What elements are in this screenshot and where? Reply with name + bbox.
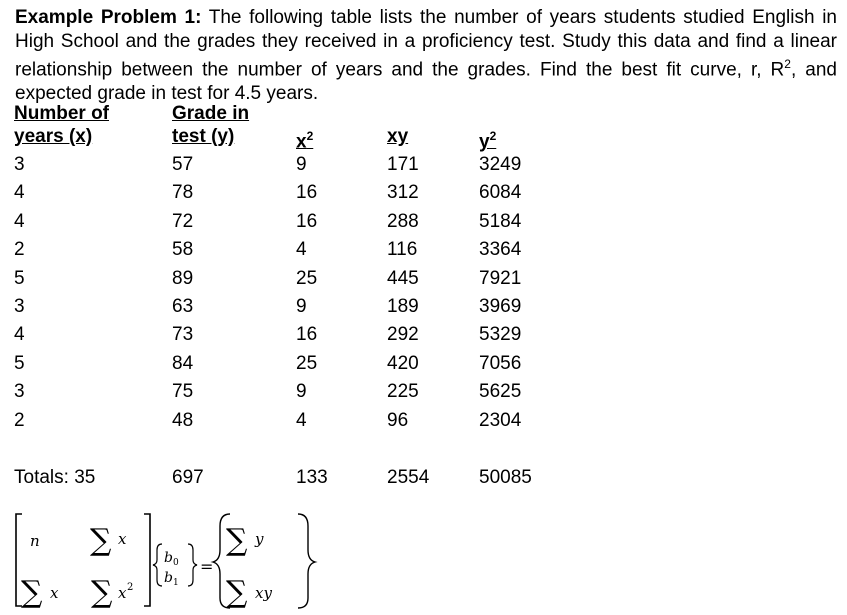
cell-x: 5 xyxy=(14,267,25,289)
cell-y-squared: 7056 xyxy=(479,352,522,374)
cell-xy: 420 xyxy=(387,352,419,374)
total-y: 697 xyxy=(172,467,204,488)
sigma-y: ∑ xyxy=(226,523,248,558)
r-squared-exponent: 2 xyxy=(784,57,791,72)
problem-text-end: , and expected grade in test for 4.5 years. xyxy=(15,59,837,105)
cell-x-squared: 16 xyxy=(296,182,318,204)
cell-x-squared: 4 xyxy=(296,239,307,261)
cell-x: 2 xyxy=(14,239,25,261)
rhs-right-brace xyxy=(298,514,315,608)
rhs-sum-y: y xyxy=(255,530,264,548)
cell-y-squared: 6084 xyxy=(479,182,522,204)
header-x-line2: years (x) xyxy=(14,126,93,147)
total-xy: 2554 xyxy=(387,467,430,488)
cell-y: 58 xyxy=(172,239,194,261)
problem-statement xyxy=(15,6,837,106)
cell-y-squared: 5184 xyxy=(479,210,522,232)
cell-x: 3 xyxy=(14,154,25,175)
cell-x-squared: 4 xyxy=(296,409,307,431)
header-x2-exp: 2 xyxy=(306,129,314,143)
b1-subscript: 1 xyxy=(173,578,179,588)
header-y xyxy=(172,102,249,148)
cell-y-squared: 3969 xyxy=(479,296,522,317)
header-x2-base: x xyxy=(296,131,307,153)
cell-y: 75 xyxy=(172,381,194,403)
matrix-n: n xyxy=(30,532,40,550)
b-vector-right-brace xyxy=(188,544,197,586)
sigma-xy: ∑ xyxy=(226,575,248,610)
equals-sign: = xyxy=(200,557,214,576)
cell-xy: 171 xyxy=(387,154,419,175)
cell-xy: 312 xyxy=(387,182,419,204)
cell-xy: 96 xyxy=(387,409,409,431)
cell-y-squared: 2304 xyxy=(479,409,522,431)
cell-x-squared: 16 xyxy=(296,210,318,232)
cell-xy: 116 xyxy=(387,239,418,261)
cell-x: 4 xyxy=(14,324,25,346)
cell-x: 3 xyxy=(14,296,25,317)
problem-text: The following table lists the number of years students studied English in High School and the grades they received in a proficiency test. Study this data and find a linear relationship between the number of years and the grades. Find the best fit curve, r, R xyxy=(15,7,838,81)
total-x: Totals: 35 xyxy=(14,467,96,488)
matrix-sum-x-bottom: x xyxy=(50,584,59,602)
matrix-sum-x-top: x xyxy=(118,530,127,548)
matrix-sum-x2-base: x xyxy=(118,584,127,602)
header-y2-exp: 2 xyxy=(489,129,497,143)
normal-equations-matrix xyxy=(12,510,322,610)
rhs-sum-xy: xy xyxy=(255,584,272,602)
cell-y: 57 xyxy=(172,154,194,175)
cell-y-squared: 3364 xyxy=(479,239,522,261)
b1: b xyxy=(164,570,173,586)
cell-xy: 445 xyxy=(387,267,419,289)
b0: b xyxy=(164,550,173,566)
header-x xyxy=(14,102,109,148)
problem-label: Example Problem 1: xyxy=(15,7,202,28)
cell-xy: 288 xyxy=(387,210,419,232)
cell-y-squared: 5329 xyxy=(479,324,522,346)
header-y-line1: Grade in xyxy=(172,103,250,124)
cell-x-squared: 25 xyxy=(296,352,318,374)
sigma-x-bottom: ∑ xyxy=(21,575,43,610)
total-y-squared: 50085 xyxy=(479,467,532,488)
cell-y: 73 xyxy=(172,324,194,346)
header-xy: xy xyxy=(387,126,409,147)
cell-y: 63 xyxy=(172,296,194,317)
matrix-sum-x2-exp: 2 xyxy=(127,582,134,593)
b-vector-left-brace xyxy=(153,544,162,586)
sigma-x-top: ∑ xyxy=(90,523,112,558)
cell-xy: 189 xyxy=(387,296,419,317)
cell-y-squared: 3249 xyxy=(479,154,522,175)
cell-y: 48 xyxy=(172,409,194,431)
cell-x-squared: 25 xyxy=(296,267,318,289)
cell-y: 72 xyxy=(172,210,194,232)
cell-x: 2 xyxy=(14,409,25,431)
b0-subscript: 0 xyxy=(173,558,179,568)
cell-y: 78 xyxy=(172,182,194,204)
cell-x: 3 xyxy=(14,381,25,403)
cell-x-squared: 16 xyxy=(296,324,318,346)
header-y-squared xyxy=(479,125,496,153)
cell-x: 5 xyxy=(14,352,25,374)
total-x-squared: 133 xyxy=(296,467,328,488)
sigma-x2: ∑ xyxy=(91,575,113,610)
right-bracket xyxy=(144,514,150,606)
cell-y-squared: 5625 xyxy=(479,381,522,403)
cell-x: 4 xyxy=(14,210,25,232)
header-y-line2: test (y) xyxy=(172,126,235,147)
cell-y-squared: 7921 xyxy=(479,267,522,289)
cell-x-squared: 9 xyxy=(296,381,307,403)
cell-y: 89 xyxy=(172,267,194,289)
header-x-squared xyxy=(296,125,313,153)
cell-y: 84 xyxy=(172,352,194,374)
cell-x-squared: 9 xyxy=(296,154,307,175)
cell-xy: 292 xyxy=(387,324,419,346)
matrix-equation-graphic xyxy=(12,510,322,610)
cell-x: 4 xyxy=(14,182,25,204)
header-y2-base: y xyxy=(479,131,490,153)
cell-x-squared: 9 xyxy=(296,296,307,317)
header-x-line1: Number of xyxy=(14,103,109,124)
cell-xy: 225 xyxy=(387,381,419,403)
